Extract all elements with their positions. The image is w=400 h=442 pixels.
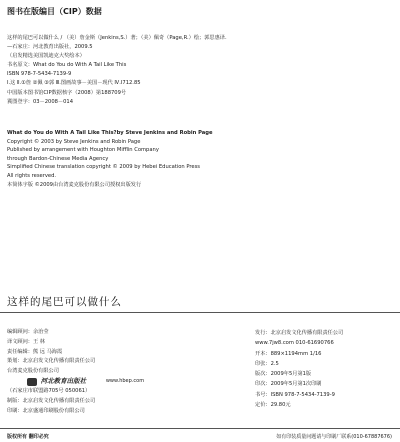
credit-line: 策划：北京启发文化传播有限责任公司 bbox=[7, 358, 96, 365]
copyright-line: Published by arrangement with Houghton Mifflin Company bbox=[7, 147, 159, 154]
cip-line: 冀图登字：03－2008－014 bbox=[7, 98, 74, 105]
english-copyright-block bbox=[7, 129, 307, 189]
publisher-logo-text: 河北教育出版社 bbox=[40, 376, 87, 385]
credit-line: 译文顾问：王 林 bbox=[7, 338, 45, 345]
copyright-line: All rights reserved. bbox=[7, 172, 57, 179]
copyright-line: through Bardon-Chinese Media Agency bbox=[7, 155, 109, 162]
footer-rule bbox=[0, 428, 400, 429]
credit-line: （石家庄市联盟路705号 050061） bbox=[7, 387, 91, 394]
cip-line: 这样的尾巴可以做什么 / （美）詹金斯（Jenkins,S.）著；（美）佩奇（Page,R.）绘；郭思惠译. bbox=[7, 35, 227, 41]
pub-info-line: 发行：北京启发文化传播有限责任公司 bbox=[255, 330, 344, 336]
publisher-logo-icon bbox=[27, 378, 37, 386]
cip-line: 中国版本图书馆CIP数据核字（2008）第188709号 bbox=[7, 89, 127, 96]
publication-info-block bbox=[255, 328, 400, 410]
english-title-line: What do You do With A Tail Like This?by Steve Jenkins and Robin Page bbox=[7, 130, 213, 136]
pub-info-line: 定价：29.80元 bbox=[255, 402, 291, 409]
copyright-line: 本简体字版 ©2009由台湾麦克股份有限公司授权出版发行 bbox=[7, 181, 142, 188]
pub-info-line: 印次：2009年5月第1次印刷 bbox=[255, 381, 322, 388]
cip-line: —石家庄：河北教育出版社，2009.5 bbox=[7, 44, 93, 51]
divider-rule bbox=[0, 312, 400, 313]
pub-info-line: 印张：2.5 bbox=[255, 360, 279, 367]
cip-line: Ⅰ.这 Ⅱ.①詹 ②佩 ③郭 Ⅲ.图画故事－美国－现代 Ⅳ.I712.85 bbox=[7, 80, 141, 87]
publisher-url: www.hbep.com bbox=[105, 377, 145, 384]
credit-line: 编辑顾问：余治莹 bbox=[7, 329, 49, 335]
rights-notice: 版权所有 翻印必究 bbox=[7, 434, 49, 440]
credit-line: 制版：北京启发文化传播有限责任公司 bbox=[7, 397, 96, 404]
cip-block bbox=[7, 34, 267, 107]
cip-heading: 图书在版编目（CIP）数据 bbox=[7, 7, 102, 16]
pub-info-line: 开本：889×1194mm 1/16 bbox=[255, 350, 322, 357]
book-title: 这样的尾巴可以做什么 bbox=[7, 296, 122, 308]
cip-line: 书名原文：What do You do With A Tail Like This bbox=[7, 62, 127, 69]
credit-line: 责任编辑：熊 远 马海霞 bbox=[7, 348, 63, 355]
cip-line: ISBN 978-7-5434-7139-9 bbox=[7, 71, 72, 78]
pub-info-line: 版次：2009年5月第1版 bbox=[255, 371, 312, 378]
copyright-line: Copyright © 2003 by Steve Jenkins and Robin Page bbox=[7, 138, 141, 145]
print-quality-notice: 如有印装质量问题请与印刷厂联系(010-67887676) bbox=[276, 434, 392, 440]
pub-info-line: 书号：ISBN 978-7-5434-7139-9 bbox=[255, 391, 335, 398]
publisher-logo-row bbox=[7, 377, 217, 387]
cip-line: （启发精选美国凯迪克大奖绘本） bbox=[7, 53, 85, 60]
pub-info-line: www.7jw8.com 010-61690766 bbox=[255, 340, 334, 347]
copyright-line: Simplified Chinese translation copyright © 2009 by Hebei Education Press bbox=[7, 164, 200, 171]
credits-block bbox=[7, 328, 217, 416]
credit-line: 印刷：北京盛通印刷股份有限公司 bbox=[7, 407, 85, 414]
credit-line: 台湾麦克股份有限公司 bbox=[7, 368, 59, 375]
